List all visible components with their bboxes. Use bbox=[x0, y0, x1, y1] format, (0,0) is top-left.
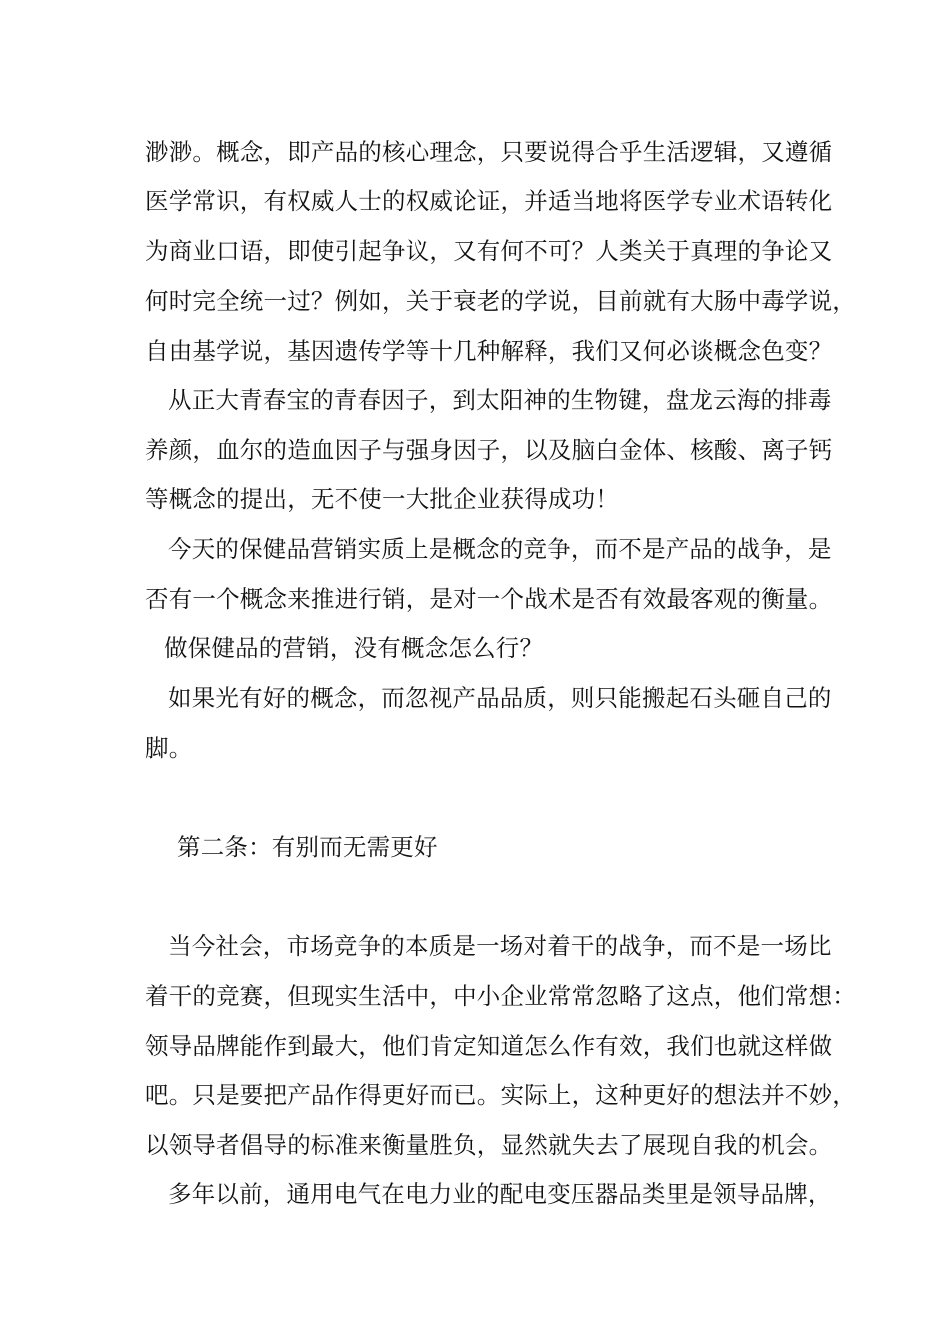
paragraph-start-line: 多年以前，通用电气在电力业的配电变压器品类里是领导品牌， bbox=[168, 1180, 832, 1208]
text-line: 领导品牌能作到最大，他们肯定知道怎么作有效，我们也就这样做 bbox=[145, 1032, 833, 1060]
text-line: 自由基学说，基因遗传学等十几种解释，我们又何必谈概念色变？ bbox=[145, 337, 833, 365]
text-line: 以领导者倡导的标准来衡量胜负，显然就失去了展现自我的机会。 bbox=[145, 1131, 833, 1159]
paragraph-start-line: 当今社会，市场竞争的本质是一场对着干的战争，而不是一场比 bbox=[168, 932, 832, 960]
paragraph-start-line: 做保健品的营销，没有概念怎么行？ bbox=[164, 634, 544, 662]
text-line: 渺渺。概念，即产品的核心理念，只要说得合乎生活逻辑，又遵循 bbox=[145, 138, 833, 166]
text-line: 养颜，血尔的造血因子与强身因子，以及脑白金体、核酸、离子钙 bbox=[145, 436, 833, 464]
text-line: 吧。只是要把产品作得更好而已。实际上，这种更好的想法并不妙， bbox=[145, 1081, 856, 1109]
text-line: 等概念的提出，无不使一大批企业获得成功！ bbox=[145, 485, 619, 513]
paragraph-start-line: 如果光有好的概念，而忽视产品品质，则只能搬起石头砸自己的 bbox=[168, 684, 832, 712]
text-line: 着干的竞赛，但现实生活中，中小企业常常忽略了这点，他们常想： bbox=[145, 982, 856, 1010]
text-line: 为商业口语，即使引起争议，又有何不可？人类关于真理的争论又 bbox=[145, 237, 833, 265]
text-line: 否有一个概念来推进行销，是对一个战术是否有效最客观的衡量。 bbox=[145, 585, 833, 613]
text-line: 何时完全统一过？例如，关于衰老的学说，目前就有大肠中毒学说， bbox=[145, 287, 856, 315]
text-line: 医学常识，有权威人士的权威论证，并适当地将医学专业术语转化 bbox=[145, 187, 833, 215]
paragraph-start-line: 今天的保健品营销实质上是概念的竞争，而不是产品的战争，是 bbox=[168, 535, 832, 563]
section-heading: 第二条：有别而无需更好 bbox=[177, 833, 438, 861]
paragraph-start-line: 从正大青春宝的青春因子，到太阳神的生物键，盘龙云海的排毒 bbox=[168, 386, 832, 414]
text-line: 脚。 bbox=[145, 734, 193, 762]
